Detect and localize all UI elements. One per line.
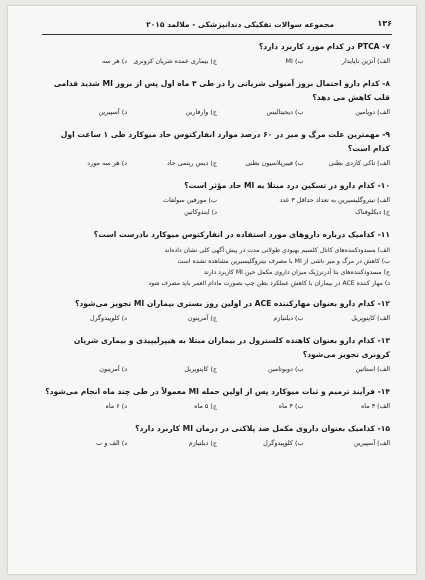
options-row <box>44 208 390 220</box>
header-title: مجموعه سوالات تفکیکی دندانپزشکی - ملالمد ۲۰۱۵ <box>146 20 334 29</box>
option-b: ب) کاهش در مرگ و میر ناشی از MI با مصرف نیتروگلیسیرین مشاهده نشده است <box>177 258 390 265</box>
option-c: ج) دیکلوفناک <box>355 208 390 216</box>
question-text: ۸- کدام دارو احتمال بروز آمبولی شریانی را در طی ۳ ماه اول پس از بروز MI شدید قدامی قلب کاهش می دهد؟ <box>53 79 390 102</box>
option-d: د) ایندوکاتین <box>184 208 217 216</box>
options-row <box>44 402 390 414</box>
option-b: ب) مورفین سولفات <box>162 196 217 204</box>
option-b: ب) دیلتیازم <box>273 314 304 322</box>
question-text: ۱۱- کدامیک درباره داروهای مورد استفاده در انفارکتوس میوکارد نادرست است؟ <box>93 230 390 239</box>
question-14 <box>44 385 390 414</box>
option-b: ب) MI <box>285 57 304 65</box>
question-15 <box>44 422 390 451</box>
page-number: ۱۳۶ <box>377 19 392 28</box>
question-text: ۹- مهمترین علت مرگ و میر در ۶۰ درصد موارد انفارکتوس حاد میوکارد طی ۱ ساعت اول کدام است؟ <box>60 130 390 153</box>
option-d: د) الف و ب <box>96 439 128 447</box>
option-c: ج) دیلتیازم <box>188 439 217 447</box>
option-a: الف) دوپامین <box>355 108 390 116</box>
option-a: الف) آسپیرین <box>353 439 390 447</box>
option-b: ب) دیجیتالیس <box>266 108 304 116</box>
question-list <box>44 40 390 459</box>
option-c: ج) ۵ ماه <box>194 402 217 410</box>
option-b: ب) ۴ ماه <box>278 402 304 410</box>
option-a: الف) آنژین ناپایدار <box>341 57 390 65</box>
option-a: الف) مسدودکننده‌های کانال کلسیم بهبودی طولانی مدت در پیش آگهی کلی نشان داده‌اند <box>164 247 390 254</box>
question-text: ۷- PTCA در کدام مورد کاربرد دارد؟ <box>258 42 390 51</box>
option-a: الف) ناکی کاردی بطنی <box>328 159 390 167</box>
question-text: ۱۲- کدام دارو بعنوان مهارکننده ACE در اولین روز بستری بیماران MI تجویز می‌شود؟ <box>74 299 390 308</box>
question-text: ۱۳- کدام دارو بعنوان کاهنده کلسترول در بیماران مبتلا به هیپرلیپیدی و بیماری شریان کرونری تجویز می‌شود؟ <box>73 336 390 359</box>
document-page <box>8 6 416 574</box>
question-9 <box>44 128 390 171</box>
question-12 <box>44 297 390 326</box>
question-13 <box>44 334 390 377</box>
options-row <box>44 108 390 120</box>
option-d: د) مهار کننده ACE در بیماران با کاهش عملکرد بطن چپ بصورت مادام العمر باید مصرف شود <box>148 280 390 287</box>
question-10 <box>44 179 390 220</box>
option-d: د) کلوپیدوگرل <box>89 314 128 322</box>
question-11 <box>44 228 390 289</box>
option-d: د) هر سه <box>101 57 128 65</box>
question-text: ۱۴- فرآیند ترمیم و ثبات میوکارد پس از اولین حمله MI معمولاً در طی چند ماه انجام می‌شود؟ <box>45 387 390 396</box>
options-row <box>44 439 390 451</box>
options-list <box>44 245 390 289</box>
option-d: د) آسپیرین <box>98 108 128 116</box>
option-b: ب) فیبریلاسیون بطنی <box>245 159 304 167</box>
options-row <box>44 159 390 171</box>
question-8 <box>44 77 390 120</box>
option-d: د) آمرینون <box>99 365 128 373</box>
options-row <box>44 196 390 208</box>
option-b: ب) کلوپیدوگرل <box>263 439 304 447</box>
option-a: الف) ۳ ماه <box>360 402 390 410</box>
option-c: ج) آمرینون <box>187 314 217 322</box>
option-a: الف) استاتین <box>355 365 390 373</box>
options-row <box>44 314 390 326</box>
options-row <box>44 365 390 377</box>
option-c: ج) کاپتوپریل <box>184 365 217 373</box>
option-c: ج) وارفارین <box>185 108 217 116</box>
option-c: ج) مسدودکننده‌های بتا آدرنرژیک میزان داروی مکمل حین MI کاربرد دارند <box>203 269 390 276</box>
option-a: الف) کاپتوپریل <box>351 314 390 322</box>
option-d: د) هر سه مورد <box>87 159 128 167</box>
option-c: ج) بیماری عمده شریان کرونری <box>133 57 217 65</box>
option-b: ب) دوبوتامین <box>268 365 304 373</box>
options-row <box>44 57 390 69</box>
option-a: الف) نیتروگلیسیرین به تعداد حداقل ۳ عدد <box>279 196 390 204</box>
question-7 <box>44 40 390 69</box>
question-text: ۱۵- کدامیک بعنوان داروی مکمل ضد پلاکتی در درمان MI کاربرد دارد؟ <box>135 424 390 433</box>
option-c: ج) دیس ریتمی حاد <box>166 159 217 167</box>
question-text: ۱۰- کدام دارو در تسکین درد مبتلا به MI حاد مؤثر است؟ <box>184 181 390 190</box>
page-header <box>42 18 392 35</box>
option-d: د) ۶ ماه <box>105 402 128 410</box>
